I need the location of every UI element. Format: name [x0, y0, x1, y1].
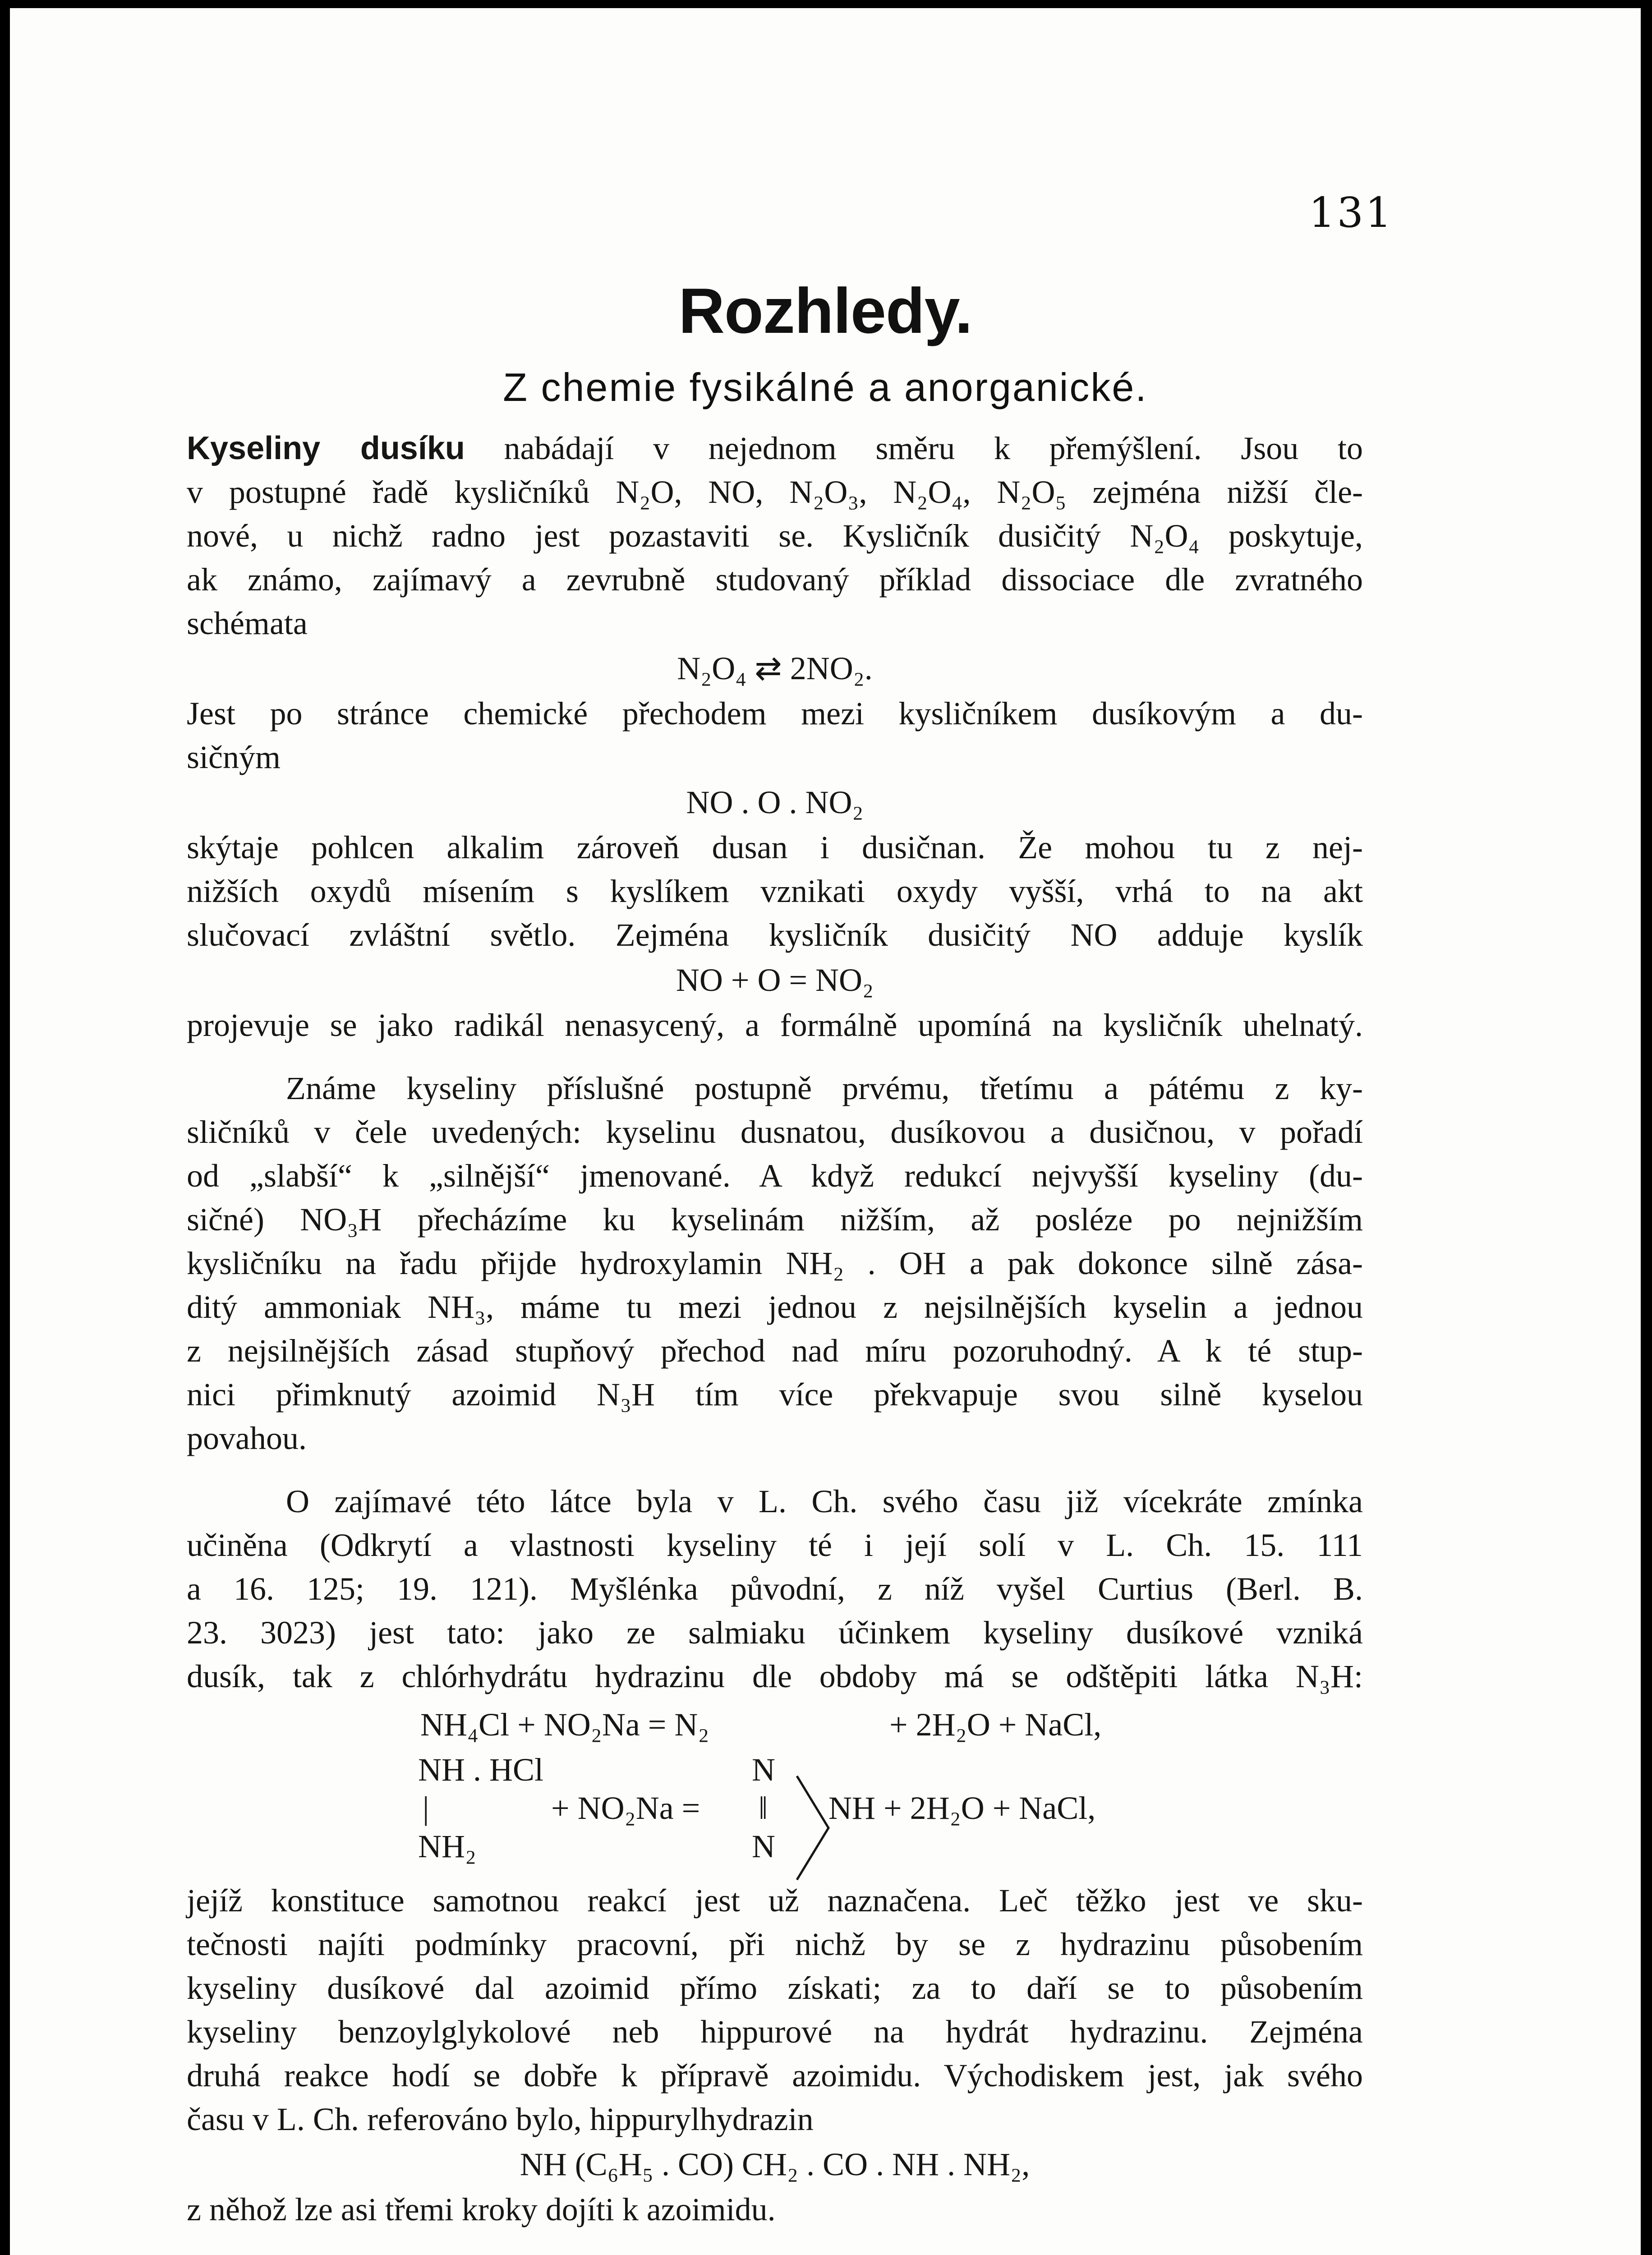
text-line: projevuje se jako radikál nenasycený, a formálně upomíná na kysličník uhelnatý.	[187, 1007, 1363, 1043]
text-line: učiněna (Odkrytí a vlastnosti kyseliny té i její solí v L. Ch. 15. 111	[187, 1527, 1363, 1563]
text-span: nabádají v nejednom směru k přemýšlení. Jsou to	[465, 430, 1363, 466]
formula: N₂O₄ ⇄ 2NO₂.	[677, 650, 873, 686]
text-line: ditý ammoniak NH₃, máme tu mezi jednou z nejsilnějších kyselin a jednou	[187, 1289, 1363, 1325]
structure-n-bottom: N	[752, 1828, 775, 1864]
formula: NO . O . NO₂	[686, 784, 864, 820]
text-line: Jest po stránce chemické přechodem mezi kysličníkem dusíkovým a du-	[187, 695, 1363, 732]
equation-right: + 2H₂O + NaCl,	[889, 1707, 1102, 1743]
text-line: Známe kyseliny příslušné postupně prvému, třetímu a pátému z ky-	[286, 1070, 1363, 1106]
structure-top: NH . HCl	[418, 1752, 544, 1788]
text-line: skýtaje pohlcen alkalim zároveň dusan i dusičnan. Že mohou tu z nej-	[187, 829, 1363, 865]
text-line: sičným	[187, 739, 281, 775]
structure-n-top: N	[752, 1752, 775, 1788]
section-title: Rozhledy.	[678, 275, 972, 347]
lead-heading: Kyseliny dusíku	[187, 430, 465, 466]
structure-right: NH + 2H₂O + NaCl,	[828, 1790, 1096, 1826]
text-line: z něhož lze asi třemi kroky dojíti k azoimidu.	[187, 2191, 776, 2227]
text-line: schémata	[187, 605, 308, 641]
equation-left: NH₄Cl + NO₂Na = N₂	[420, 1707, 709, 1743]
text-line: nové, u nichž radno jest pozastaviti se. Kysličník dusičitý N₂O₄ poskytuje,	[187, 518, 1363, 554]
text-line: z nejsilnějších zásad stupňový přechod nad míru pozoruhodný. A k té stup-	[187, 1333, 1363, 1369]
text-line: času v L. Ch. referováno bylo, hippurylhydrazin	[187, 2101, 814, 2137]
page-number: 131	[1309, 189, 1394, 237]
formula: NH (C₆H₅ . CO) CH₂ . CO . NH . NH₂,	[520, 2146, 1030, 2182]
text-line: nižších oxydů mísením s kyslíkem vznikati oxydy vyšší, vrhá to na akt	[187, 873, 1363, 909]
text-line: v postupné řadě kysličníků N₂O, NO, N₂O₃, N₂O₄, N₂O₅ zejména nižší čle-	[187, 474, 1363, 510]
text-line	[187, 428, 1363, 469]
text-line: druhá reakce hodí se dobře k přípravě azoimidu. Východiskem jest, jak svého	[187, 2057, 1363, 2094]
text-line: povahou.	[187, 1420, 307, 1456]
text-line: kyseliny benzoylglykolové neb hippurové na hydrát hydrazinu. Zejména	[187, 2014, 1363, 2050]
structure-mid: + NO₂Na =	[551, 1790, 700, 1826]
formula: NO + O = NO₂	[676, 962, 874, 998]
structure-bond: |	[423, 1790, 429, 1826]
text-line: dusík, tak z chlórhydrátu hydrazinu dle obdoby má se odštěpiti látka N₃H:	[187, 1658, 1363, 1694]
text-line: a 16. 125; 19. 121). Myšlénka původní, z níž vyšel Curtius (Berl. B.	[187, 1571, 1363, 1607]
text-line: od „slabší“ k „silnější“ jmenované. A když redukcí nejvyšší kyseliny (du-	[187, 1158, 1363, 1194]
structure-n-bond: ‖	[759, 1790, 768, 1826]
section-subtitle: Z chemie fysikálné a anorganické.	[503, 365, 1148, 410]
text-line: sličníků v čele uvedených: kyselinu dusnatou, dusíkovou a dusičnou, v pořadí	[187, 1114, 1363, 1150]
text-line: 23. 3023) jest tato: jako ze salmiaku účinkem kyseliny dusíkové vzniká	[187, 1615, 1363, 1651]
text-line: sičné) NO₃H přecházíme ku kyselinám nižším, až posléze po nejnižším	[187, 1201, 1363, 1238]
text-line: ak známo, zajímavý a zevrubně studovaný příklad dissociace dle zvratného	[187, 561, 1363, 598]
text-line: O zajímavé této látce byla v L. Ch. svého času již vícekráte zmínka	[286, 1483, 1363, 1519]
text-line: kysličníku na řadu přijde hydroxylamin NH₂ . OH a pak dokonce silně zása-	[187, 1245, 1363, 1281]
text-line: tečnosti najíti podmínky pracovní, při nichž by se z hydrazinu působením	[187, 1926, 1363, 1962]
text-line: slučovací zvláštní světlo. Zejména kysličník dusičitý NO adduje kyslík	[187, 917, 1363, 953]
document-page	[10, 8, 1641, 2255]
text-line: nici přimknutý azoimid N₃H tím více překvapuje svou silně kyselou	[187, 1376, 1363, 1413]
text-line: kyseliny dusíkové dal azoimid přímo získati; za to daří se to působením	[187, 1970, 1363, 2006]
text-line: jejíž konstituce samotnou reakcí jest už naznačena. Leč těžko jest ve sku-	[187, 1882, 1363, 1919]
structure-bottom: NH₂	[418, 1828, 477, 1864]
